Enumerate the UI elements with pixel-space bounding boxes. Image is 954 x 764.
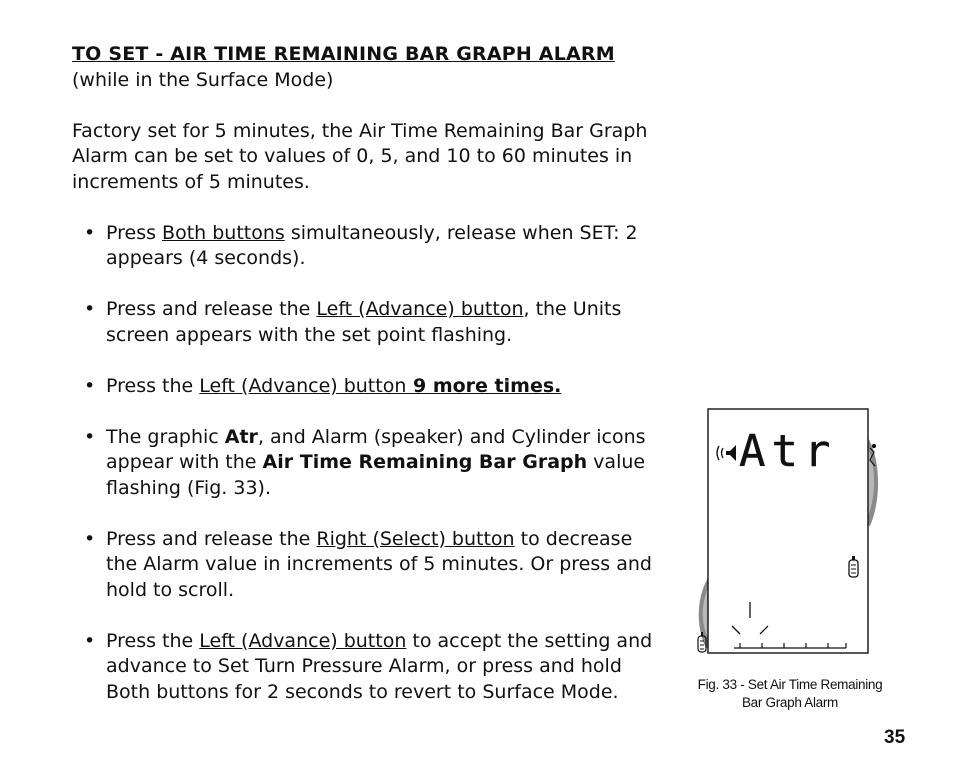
lcd-display-text: Atr [739,426,837,477]
section-subheading: (while in the Surface Mode) [72,68,334,91]
more-times-emphasis: 9 more times. [406,374,562,397]
left-advance-button-term: Left (Advance) button [199,374,407,397]
page-number: 35 [884,727,906,748]
bullet-step-2: • Press and release the Left (Advance) button, the Units screen appears with the set point flashing. [84,298,622,346]
caption-line-2: Bar Graph Alarm [741,695,839,710]
left-advance-button-term: Left (Advance) button [199,629,407,652]
instruction-text [72,42,662,705]
right-select-button-term: Right (Select) button [316,527,515,550]
bullet-dot: • [84,374,96,397]
bullet-step-1: • Press Both buttons simultaneously, release when SET: 2 appears (4 seconds). [84,221,638,269]
bullet-step-3: • Press the Left (Advance) button 9 more times. [72,374,662,400]
bullet-dot: • [84,221,96,244]
left-advance-button-term: Left (Advance) button [316,298,524,320]
lcd-figure [694,408,884,658]
bullet-dot: • [84,425,96,448]
bullet-dot: • [84,298,96,320]
section-heading: TO SET - AIR TIME REMAINING BAR GRAPH ALARM [72,43,615,65]
bullet-step-5: • Press and release the Right (Select) button to decrease the Alarm value in increments of 5 minutes. Or press and hold to scroll. [84,527,652,601]
bullet-dot: • [84,527,96,550]
intro-paragraph: Factory set for 5 minutes, the Air Time Remaining Bar Graph Alarm can be set to values of 0, 5, and 10 to 60 minutes in increments of 5 minutes. [72,119,648,193]
both-buttons-term: Both buttons [162,221,285,244]
bar-graph-term: Air Time Remaining Bar Graph [262,451,588,473]
figure-caption [672,676,908,712]
bullet-step-4: • The graphic Atr, and Alarm (speaker) and Cylinder icons appear with the Air Time Remaining Bar Graph value flashing (Fig. 33). [84,425,646,499]
caption-line-1: Fig. 33 - Set Air Time Remaining [697,677,883,692]
atr-term: Atr [224,425,258,448]
bullet-step-6: • Press the Left (Advance) button to accept the setting and advance to Set Turn Pressure Alarm, or press and hold Both buttons for 2 seconds to revert to Surface Mode. [84,629,653,703]
bullet-dot: • [84,629,96,652]
